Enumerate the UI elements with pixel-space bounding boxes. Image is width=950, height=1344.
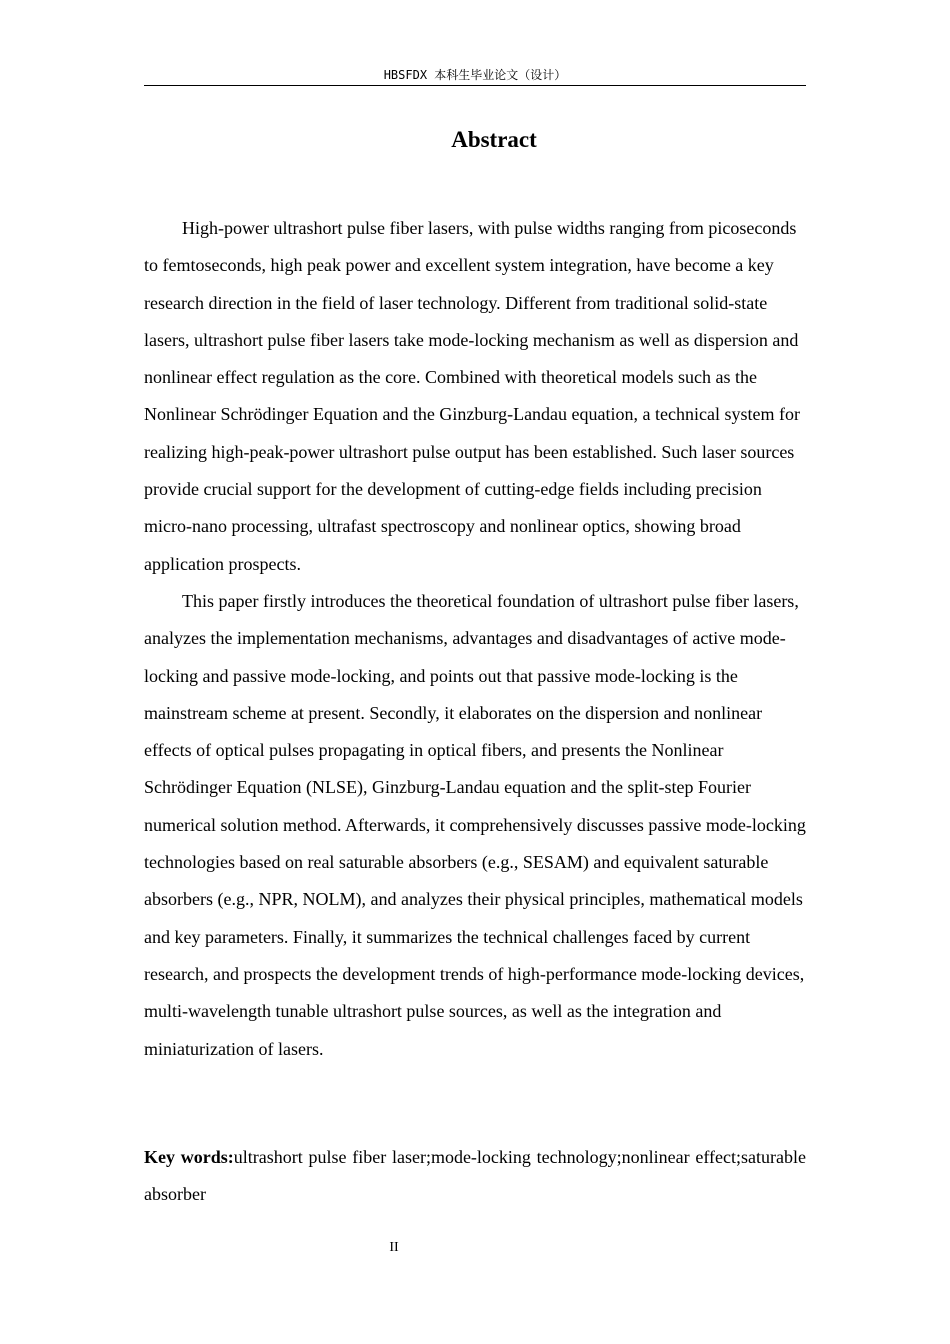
keywords-label: Key words: [144,1147,234,1167]
abstract-paragraph-2: This paper firstly introduces the theoretical foundation of ultrashort pulse fiber lasers, analyzes the implementation mechanisms, advantages and disadvantages of active mode-locking and passive mode-locking, and points out that passive mode-locking is the mainstream scheme at present. Secondly, it elaborates on the dispersion and nonlinear effects of optical pulses propagating in optical fibers, and presents the Nonlinear Schrödinger Equation (NLSE), Ginzburg-Landau equation and the split-step Fourier numerical solution method. Afterwards, it comprehensively discusses passive mode-locking technologies based on real saturable absorbers (e.g., SESAM) and equivalent saturable absorbers (e.g., NPR, NOLM), and analyzes their physical principles, mathematical models and key parameters. Finally, it summarizes the technical challenges faced by current research, and prospects the development trends of high-performance mode-locking devices, multi-wavelength tunable ultrashort pulse sources, as well as the integration and miniaturization of lasers. [144,590,806,1059]
abstract-body [144,210,806,1068]
running-header: HBSFDX 本科生毕业论文（设计） [383,68,567,82]
keywords-text: ultrashort pulse fiber laser;mode-locking technology;nonlinear effect;saturable absorber [144,1147,806,1205]
header-rule [144,85,806,86]
page-number: II [389,1240,399,1255]
keywords-line [144,1139,806,1214]
abstract-title: Abstract [451,127,537,152]
abstract-paragraph-1: High-power ultrashort pulse fiber lasers, with pulse widths ranging from picoseconds to femtoseconds, high peak power and excellent system integration, have become a key research direction in the field of laser technology. Different from traditional solid-state lasers, ultrashort pulse fiber lasers take mode-locking mechanism as well as dispersion and nonlinear effect regulation as the core. Combined with theoretical models such as the Nonlinear Schrödinger Equation and the Ginzburg-Landau equation, a technical system for realizing high-peak-power ultrashort pulse output has been established. Such laser sources provide crucial support for the development of cutting-edge fields including precision micro-nano processing, ultrafast spectroscopy and nonlinear optics, showing broad application prospects. [144,218,800,574]
